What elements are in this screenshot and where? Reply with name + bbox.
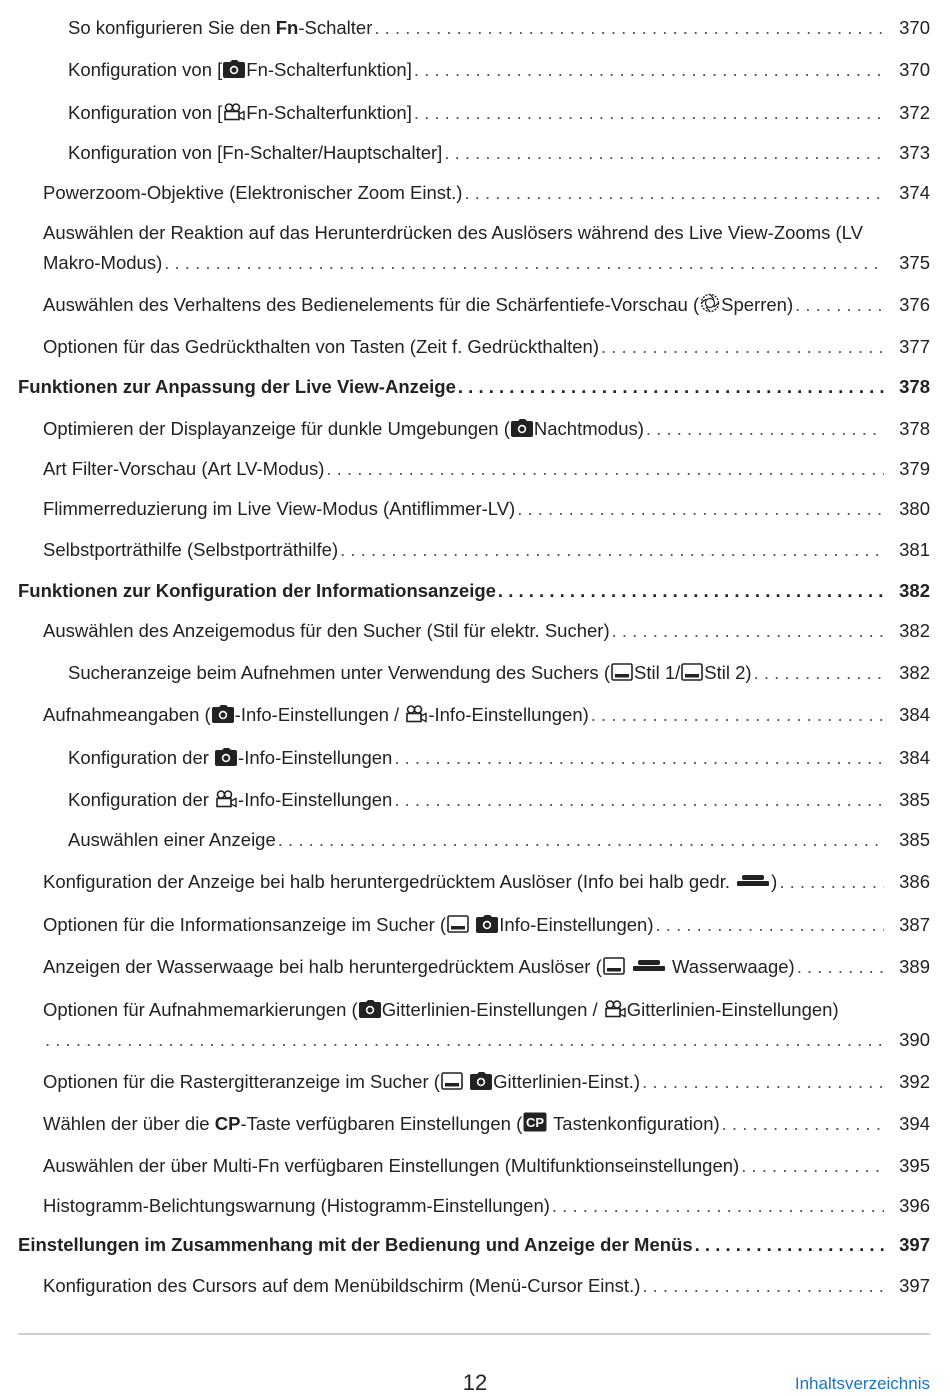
entry-title (68, 98, 412, 128)
entry-page-number: 370 (899, 59, 930, 80)
dot-leader (394, 785, 884, 815)
entry-text: Konfiguration von [ (68, 102, 223, 123)
entry-text: Nachtmodus) (533, 418, 644, 439)
toc-row (0, 1271, 950, 1301)
entry-title (68, 785, 392, 815)
entry-text: -Taste verfügbaren Einstellungen ( (240, 1113, 523, 1134)
toc-row (0, 952, 950, 982)
entry-text: Wählen der über die (43, 1113, 215, 1134)
dot-leader (754, 658, 884, 688)
entry-title (43, 1191, 550, 1221)
entry-title (43, 700, 589, 730)
shutter-half-press-icon (632, 957, 666, 975)
entry-title (68, 743, 392, 773)
entry-text: Art Filter-Vorschau (Art LV-Modus) (43, 458, 325, 479)
dot-leader (797, 952, 884, 982)
key-label: CP (214, 1113, 241, 1134)
dot-leader (414, 55, 884, 85)
entry-title (43, 535, 338, 565)
toc-row (0, 1151, 950, 1181)
viewfinder-icon (603, 957, 625, 975)
entry-text: Stil 2) (704, 662, 752, 683)
toc-entry[interactable] (0, 494, 950, 524)
toc-entry[interactable] (0, 658, 950, 688)
entry-text: Optionen für die Rastergitteranzeige im Sucher ( (43, 1071, 440, 1092)
entry-page-number: 384 (899, 747, 930, 768)
toc-entry-first-line[interactable] (0, 995, 950, 1025)
entry-text: Stil 1/ (633, 662, 681, 683)
toc-entry[interactable] (0, 535, 950, 565)
entry-page-number: 385 (899, 829, 930, 850)
entry-title (43, 414, 644, 444)
toc-row (0, 494, 950, 524)
toc-entry[interactable] (0, 825, 950, 855)
entry-text: Optionen für die Informationsanzeige im Sucher ( (43, 914, 447, 935)
toc-entry[interactable] (0, 13, 950, 43)
dot-leader (612, 616, 884, 646)
toc-row (0, 372, 950, 402)
toc-row (0, 1025, 950, 1055)
entry-text: Auswählen einer Anzeige (68, 829, 276, 850)
cp-icon (523, 1112, 547, 1132)
entry-page-number: 374 (899, 182, 930, 203)
entry-title (18, 576, 496, 606)
entry-text: Einstellungen im Zusammenhang mit der Bedienung und Anzeige der Menüs (18, 1234, 693, 1255)
entry-title (68, 138, 442, 168)
entry-page-number: 384 (899, 704, 930, 725)
entry-page-number: 382 (899, 580, 930, 601)
toc-row (0, 535, 950, 565)
entry-text (470, 914, 475, 935)
dot-leader (464, 178, 884, 208)
movie-camera-icon (604, 1000, 626, 1018)
entry-text: -Info-Einstellungen) (428, 704, 589, 725)
entry-title (68, 13, 372, 43)
toc-row (0, 454, 950, 484)
entry-title (43, 867, 777, 897)
entry-title (43, 332, 599, 362)
entry-text: Funktionen zur Anpassung der Live View-Anzeige (18, 376, 456, 397)
dot-leader (374, 13, 884, 43)
entry-title (43, 290, 793, 320)
entry-title (43, 616, 610, 646)
movie-camera-icon (223, 103, 245, 121)
entry-text: Konfiguration der (68, 789, 215, 810)
viewfinder-icon (447, 915, 469, 933)
entry-page-number: 372 (899, 102, 930, 123)
toc-section-heading[interactable] (0, 1230, 950, 1260)
entry-text: -Schalter (298, 17, 373, 38)
page-number: 12 (462, 1370, 488, 1395)
entry-title (43, 1271, 640, 1301)
toc-row (0, 700, 950, 730)
dot-leader (340, 535, 884, 565)
entry-page-number: 375 (899, 252, 930, 273)
entry-text: -Info-Einstellungen (238, 747, 393, 768)
entry-text: Optionen für Aufnahmemarkierungen ( (43, 999, 358, 1020)
entry-page-number: 373 (899, 142, 930, 163)
toc-section-heading[interactable] (0, 576, 950, 606)
toc-row (0, 1191, 950, 1221)
dot-leader (517, 494, 884, 524)
entry-page-number: 397 (899, 1234, 930, 1255)
toc-row (0, 13, 950, 43)
toc-entry[interactable] (0, 138, 950, 168)
entry-page-number: 378 (899, 376, 930, 397)
dot-leader (741, 1151, 884, 1181)
entry-page-number: 386 (899, 871, 930, 892)
toc-entry[interactable] (0, 290, 950, 320)
shutter-half-press-icon (736, 872, 770, 890)
entry-text: Gitterlinien-Einstellungen) (626, 999, 839, 1020)
entry-text: Auswählen der über Multi-Fn verfügbaren Einstellungen (Multifunktionseinstellungen) (43, 1155, 740, 1176)
dot-leader (326, 454, 884, 484)
entry-text: Konfiguration von [ (68, 59, 223, 80)
entry-text: Makro-Modus) (43, 252, 163, 273)
entry-text: Konfiguration von [Fn-Schalter/Hauptschalter] (68, 142, 443, 163)
toc-row (0, 138, 950, 168)
entry-page-number: 397 (899, 1275, 930, 1296)
entry-title (18, 1230, 693, 1260)
toc-row (0, 1067, 950, 1097)
toc-entry[interactable] (0, 743, 950, 773)
dot-leader (656, 910, 884, 940)
entry-first-line (0, 218, 950, 248)
entry-page-number: 395 (899, 1155, 930, 1176)
toc-row (0, 825, 950, 855)
toc-entry[interactable] (0, 98, 950, 128)
toc-entry[interactable] (0, 952, 950, 982)
toc-entry[interactable] (0, 332, 950, 362)
entry-text: Aufnahmeangaben ( (43, 704, 211, 725)
toc-entry[interactable] (0, 178, 950, 208)
entry-page-number: 381 (899, 539, 930, 560)
entry-page-number: 387 (899, 914, 930, 935)
entry-text: Powerzoom-Objektive (Elektronischer Zoom Einst.) (43, 182, 463, 203)
entry-text: Fn-Schalterfunktion] (246, 102, 412, 123)
entry-text: Wasserwaage) (666, 956, 795, 977)
toc-section-heading[interactable] (0, 372, 950, 402)
dot-leader (414, 98, 884, 128)
entry-text: Histogramm-Belichtungswarnung (Histogramm-Einstellungen) (43, 1195, 550, 1216)
entry-page-number: 382 (899, 620, 930, 641)
entry-title (18, 372, 456, 402)
toc-entry[interactable] (0, 1271, 950, 1301)
toc-entry[interactable] (0, 1067, 950, 1097)
entry-text: Gitterlinien-Einst.) (493, 1071, 641, 1092)
dot-leader (591, 700, 884, 730)
entry-title (68, 658, 752, 688)
entry-text: Auswählen des Anzeigemodus für den Sucher (Stil für elektr. Sucher) (43, 620, 610, 641)
movie-camera-icon (405, 705, 427, 723)
entry-title (43, 178, 462, 208)
dot-leader (795, 290, 884, 320)
entry-page-number: 380 (899, 498, 930, 519)
entry-title (43, 1109, 720, 1139)
camera-icon (212, 705, 234, 723)
entry-title (43, 454, 324, 484)
camera-icon (223, 60, 245, 78)
dot-leader (444, 138, 884, 168)
toc-entry[interactable] (0, 616, 950, 646)
toc-entry[interactable] (0, 1025, 950, 1055)
entry-text: Optimieren der Displayanzeige für dunkle Umgebungen ( (43, 418, 510, 439)
dot-leader (779, 867, 884, 897)
dot-leader (458, 372, 884, 402)
entry-text (464, 1071, 469, 1092)
entry-page-number: 385 (899, 789, 930, 810)
toc-row (0, 743, 950, 773)
toc-row (0, 785, 950, 815)
entry-text: ) (771, 871, 778, 892)
entry-text (626, 956, 631, 977)
toc-entry[interactable] (0, 785, 950, 815)
camera-icon (470, 1072, 492, 1090)
entry-text: Anzeigen der Wasserwaage bei halb heruntergedrücktem Auslöser ( (43, 956, 602, 977)
toc-row (0, 867, 950, 897)
dot-leader (642, 1271, 884, 1301)
entry-page-number: 396 (899, 1195, 930, 1216)
viewfinder-icon (681, 663, 703, 681)
entry-title (43, 1067, 640, 1097)
entry-title (43, 248, 162, 278)
entry-text: Gitterlinien-Einstellungen / (381, 999, 603, 1020)
entry-text: Auswählen des Verhaltens des Bedienelements für die Schärfentiefe-Vorschau ( (43, 294, 700, 315)
toc-entry[interactable] (0, 867, 950, 897)
toc-entry[interactable] (0, 248, 950, 278)
divider (18, 1333, 930, 1335)
entry-title (68, 825, 276, 855)
dot-leader (498, 576, 884, 606)
toc-row (0, 178, 950, 208)
entry-text: Sucheranzeige beim Aufnehmen unter Verwendung des Suchers ( (68, 662, 610, 683)
entry-text: Optionen für das Gedrückthalten von Tasten (Zeit f. Gedrückthalten) (43, 336, 599, 357)
entry-text: Tastenkonfiguration) (548, 1113, 720, 1134)
entry-text: Konfiguration der Anzeige bei halb heruntergedrücktem Auslöser (Info bei halb gedr. (43, 871, 736, 892)
table-of-contents-link[interactable]: Inhaltsverzeichnis (794, 1374, 930, 1393)
toc-entry[interactable] (0, 1191, 950, 1221)
svg-text:CP: CP (526, 1115, 545, 1130)
entry-text: Flimmerreduzierung im Live View-Modus (Antiflimmer-LV) (43, 498, 516, 519)
toc-entry[interactable] (0, 414, 950, 444)
entry-text: Fn-Schalterfunktion] (246, 59, 412, 80)
entry-page-number: 376 (899, 294, 930, 315)
dot-leader (722, 1109, 884, 1139)
viewfinder-icon (611, 663, 633, 681)
dot-leader (164, 248, 884, 278)
dot-leader (552, 1191, 884, 1221)
toc-entry[interactable] (0, 1109, 950, 1139)
entry-text: Konfiguration des Cursors auf dem Menübildschirm (Menü-Cursor Einst.) (43, 1275, 641, 1296)
entry-page-number: 392 (899, 1071, 930, 1092)
entry-page-number: 378 (899, 418, 930, 439)
movie-camera-icon (215, 790, 237, 808)
dot-leader (642, 1067, 884, 1097)
toc-row (0, 910, 950, 940)
entry-page-number: 377 (899, 336, 930, 357)
dot-leader (646, 414, 884, 444)
dot-leader (278, 825, 884, 855)
toc-row (0, 1109, 950, 1139)
toc-entry[interactable] (0, 910, 950, 940)
entry-first-line (0, 995, 950, 1025)
toc-row (0, 616, 950, 646)
viewfinder-icon (441, 1072, 463, 1090)
aperture-icon (700, 293, 720, 313)
entry-page-number: 370 (899, 17, 930, 38)
entry-title (68, 55, 412, 85)
toc-row (0, 576, 950, 606)
entry-title (43, 952, 795, 982)
entry-page-number: 379 (899, 458, 930, 479)
toc-row (0, 1230, 950, 1260)
toc-row (0, 332, 950, 362)
toc-row (0, 55, 950, 85)
entry-text: So konfigurieren Sie den (68, 17, 276, 38)
entry-text: -Info-Einstellungen (238, 789, 393, 810)
entry-text: Info-Einstellungen) (499, 914, 654, 935)
entry-text: Sperren) (721, 294, 794, 315)
dot-leader (394, 743, 884, 773)
toc-row (0, 248, 950, 278)
toc-row (0, 290, 950, 320)
entry-text: Funktionen zur Konfiguration der Informationsanzeige (18, 580, 496, 601)
camera-icon (359, 1000, 381, 1018)
camera-icon (511, 419, 533, 437)
camera-icon (215, 748, 237, 766)
entry-text: Konfiguration der (68, 747, 215, 768)
entry-title (43, 1151, 739, 1181)
entry-page-number: 389 (899, 956, 930, 977)
entry-page-number: 394 (899, 1113, 930, 1134)
toc-entry[interactable] (0, 700, 950, 730)
dot-leader (695, 1230, 884, 1260)
entry-page-number: 390 (899, 1029, 930, 1050)
toc-row (0, 658, 950, 688)
entry-title (43, 494, 515, 524)
entry-text: Auswählen der Reaktion auf das Herunterdrücken des Auslösers während des Live View-Zooms (LV (43, 222, 863, 243)
toc-entry-first-line[interactable] (0, 218, 950, 248)
toc-entry[interactable] (0, 454, 950, 484)
dot-leader (601, 332, 884, 362)
toc-row (0, 414, 950, 444)
toc-entry[interactable] (0, 1151, 950, 1181)
dot-leader (45, 1025, 884, 1055)
entry-text: -Info-Einstellungen / (234, 704, 405, 725)
camera-icon (476, 915, 498, 933)
entry-title (43, 910, 654, 940)
entry-page-number: 382 (899, 662, 930, 683)
entry-text: Selbstporträthilfe (Selbstporträthilfe) (43, 539, 339, 560)
toc-entry[interactable] (0, 55, 950, 85)
key-label: Fn (275, 17, 299, 38)
toc-row (0, 98, 950, 128)
